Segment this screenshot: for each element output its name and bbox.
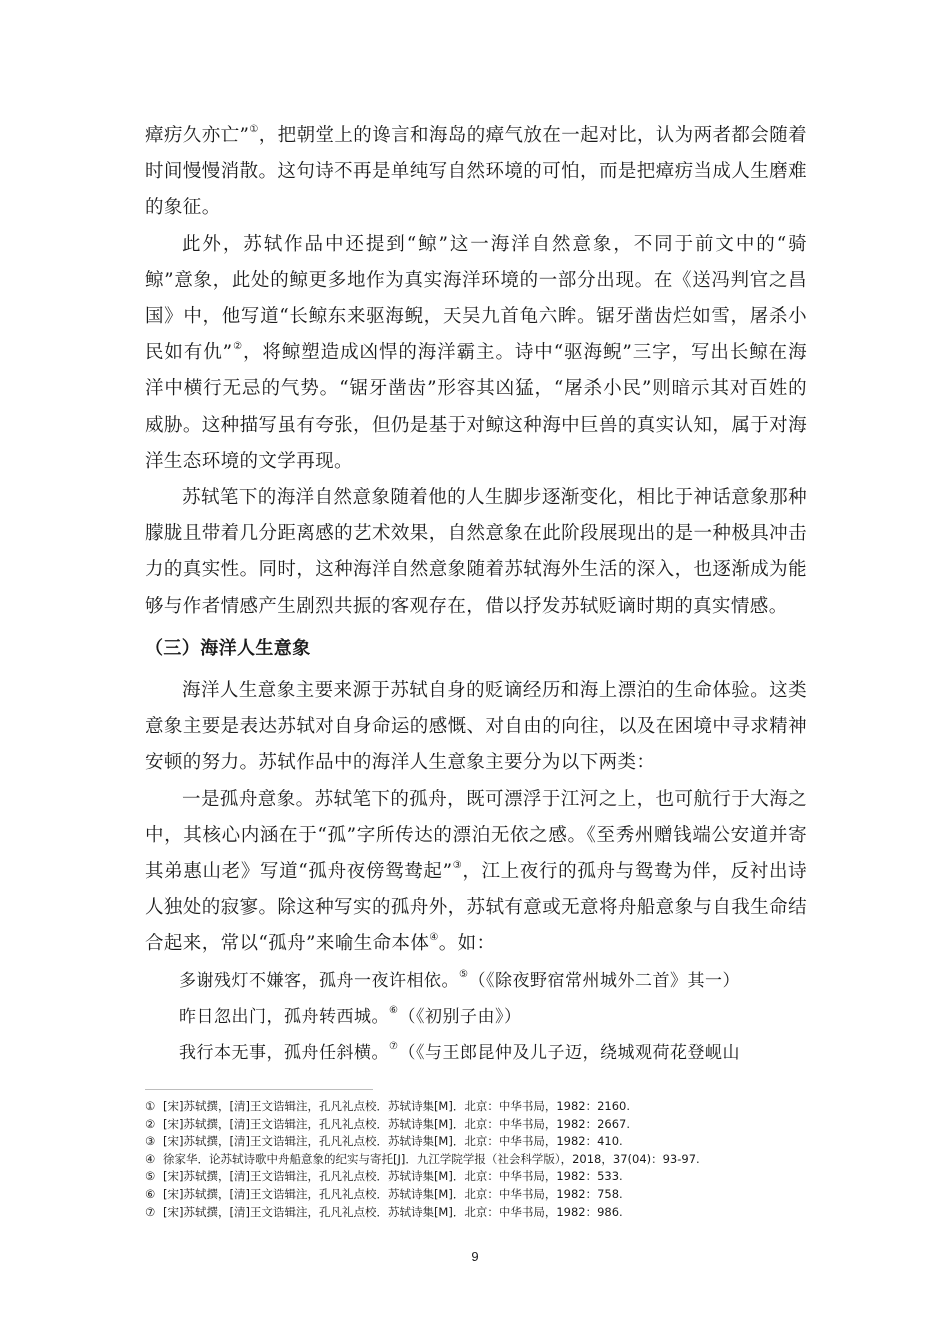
- footnote-entry: [145, 1098, 825, 1116]
- text-run: 一是孤舟意象。苏轼笔下的孤舟，既可漂浮于江河之上，也可航行于大海之中，其核心内涵在于“孤”字所传达的漂泊无依之感。《至秀州赠钱端公安道并寄其弟惠山老》写道“孤舟夜傍鸳鸯起”: [145, 788, 807, 883]
- page-number: 9: [471, 1249, 479, 1264]
- body-text: [145, 118, 807, 1071]
- paragraph-group-1: [145, 118, 807, 625]
- text-run: （《初别子由》）: [398, 1006, 522, 1027]
- paragraph: [145, 480, 807, 625]
- footnote-marker: ⑥: [389, 1004, 399, 1016]
- footnote-text: [宋]苏轼撰，[清]王文诰辑注，孔凡礼点校．苏轼诗集[M]．北京：中华书局，1982：2667.: [163, 1116, 631, 1131]
- text-run: （《与王郎昆仲及儿子迈，绕城观荷花登岘山: [398, 1043, 740, 1064]
- text-run: ，把朝堂上的谗言和海岛的瘴气放在一起对比，认为两者都会随着时间慢慢消散。这句诗不再是单纯写自然环境的可怕，而是把瘴疠当成人生磨难的象征。: [145, 125, 807, 219]
- text-run: （《除夜野宿常州城外二首》其一）: [468, 970, 740, 991]
- footnote-marker: ①: [249, 124, 259, 135]
- footnote-marker: ⑦: [389, 1041, 399, 1053]
- footnote-text: [宋]苏轼撰，[清]王文诰辑注，孔凡礼点校．苏轼诗集[M]．北京：中华书局，1982：533.: [163, 1169, 623, 1184]
- text-run: 昨日忽出门，孤舟转西城。: [179, 1006, 389, 1027]
- footnote-text: [宋]苏轼撰，[清]王文诰辑注，孔凡礼点校．苏轼诗集[M]．北京：中华书局，1982：410.: [163, 1134, 623, 1149]
- quote-block: [145, 963, 807, 1072]
- footnotes: [145, 1098, 825, 1221]
- footnote-marker: ⑤: [459, 968, 469, 980]
- text-run: 海洋人生意象主要来源于苏轼自身的贬谪经历和海上漂泊的生命体验。这类意象主要是表达苏轼对自身命运的感慨、对自由的向往，以及在困境中寻求精神安顿的努力。苏轼作品中的海洋人生意象主要分为以下两类：: [145, 680, 807, 774]
- text-run: 。如：: [438, 933, 496, 955]
- text-run: 苏轼笔下的海洋自然意象随着他的人生脚步逐渐变化，相比于神话意象那种朦胧且带着几分距离感的艺术效果，自然意象在此阶段展现出的是一种极具冲击力的真实性。同时，这种海洋自然意象随着苏轼海外生活的深入，也逐渐成为能够与作者情感产生剧烈共振的客观存在，借以抒发苏轼贬谪时期的真实情感。: [145, 487, 807, 617]
- footnote-text: [宋]苏轼撰，[清]王文诰辑注，孔凡礼点校．苏轼诗集[M]．北京：中华书局，1982：2160.: [163, 1099, 631, 1113]
- footnote-number: ⑦: [145, 1204, 156, 1219]
- footnote-marker: ②: [232, 341, 243, 353]
- section-heading: （三）海洋人生意象: [145, 637, 311, 659]
- paragraph: [145, 227, 807, 480]
- footnote-number: ③: [145, 1134, 156, 1149]
- footnote-marker: ④: [429, 932, 439, 944]
- footnote-entry: [145, 1186, 825, 1204]
- footnote-text: 徐家华．论苏轼诗歌中舟船意象的纪实与寄托[J]．九江学院学报（社会科学版），2018，37(04)：93-97.: [163, 1151, 700, 1166]
- quote-line: [145, 1035, 807, 1071]
- footnote-number: ②: [145, 1116, 156, 1131]
- text-run: 我行本无事，孤舟任斜横。: [179, 1043, 389, 1064]
- footnote-entry: [145, 1204, 825, 1222]
- footnote-entry: [145, 1168, 825, 1186]
- footnote-entry: [145, 1116, 825, 1134]
- text-run: 此外，苏轼作品中还提到“鲸”这一海洋自然意象，不同于前文中的“骑鲸”意象，此处的鲸更多地作为真实海洋环境的一部分出现。在《送冯判官之昌国》中，他写道“长鲸东来驱海鲵，天吴九首龟六眸。锯牙凿齿烂如雪，屠杀小民如有仇”: [145, 233, 807, 364]
- footnote-marker: ③: [452, 860, 463, 872]
- text-run: ，江上夜行的孤舟与鸳鸯为伴，反衬出诗人独处的寂寥。除这种写实的孤舟外，苏轼有意或无意将舟船意象与自我生命结合起来，常以“孤舟”来喻生命本体: [145, 861, 808, 955]
- footnote-number: ⑤: [145, 1169, 156, 1184]
- footnote-text: [宋]苏轼撰，[清]王文诰辑注，孔凡礼点校．苏轼诗集[M]．北京：中华书局，1982：986.: [163, 1204, 623, 1219]
- footnote-number: ①: [145, 1099, 156, 1113]
- paragraph: [145, 782, 807, 963]
- paragraph: [145, 118, 807, 227]
- quote-line: [145, 999, 807, 1035]
- paragraph-group-2: [145, 673, 807, 963]
- footnote-entry: [145, 1151, 825, 1169]
- quote-line: [145, 963, 807, 999]
- text-run: ，将鲸塑造成凶悍的海洋霸主。诗中“驱海鲵”三字，写出长鲸在海洋中横行无忌的气势。“锯牙凿齿”形容其凶猛，“屠杀小民”则暗示其对百姓的威胁。这种描写虽有夸张，但仍是基于对鲸这种海中巨兽的真实认知，属于对海洋生态环境的文学再现。: [145, 342, 807, 472]
- footnote-number: ⑥: [145, 1186, 156, 1201]
- text-run: 瘴疠久亦亡”: [145, 125, 250, 146]
- footnote-separator: [145, 1089, 373, 1090]
- text-run: 多谢残灯不嫌客，孤舟一夜许相依。: [179, 970, 459, 991]
- footnote-text: [宋]苏轼撰，[清]王文诰辑注，孔凡礼点校．苏轼诗集[M]．北京：中华书局，1982：758.: [163, 1186, 623, 1201]
- paragraph: [145, 673, 807, 782]
- footnote-entry: [145, 1133, 825, 1151]
- footnote-number: ④: [145, 1151, 156, 1166]
